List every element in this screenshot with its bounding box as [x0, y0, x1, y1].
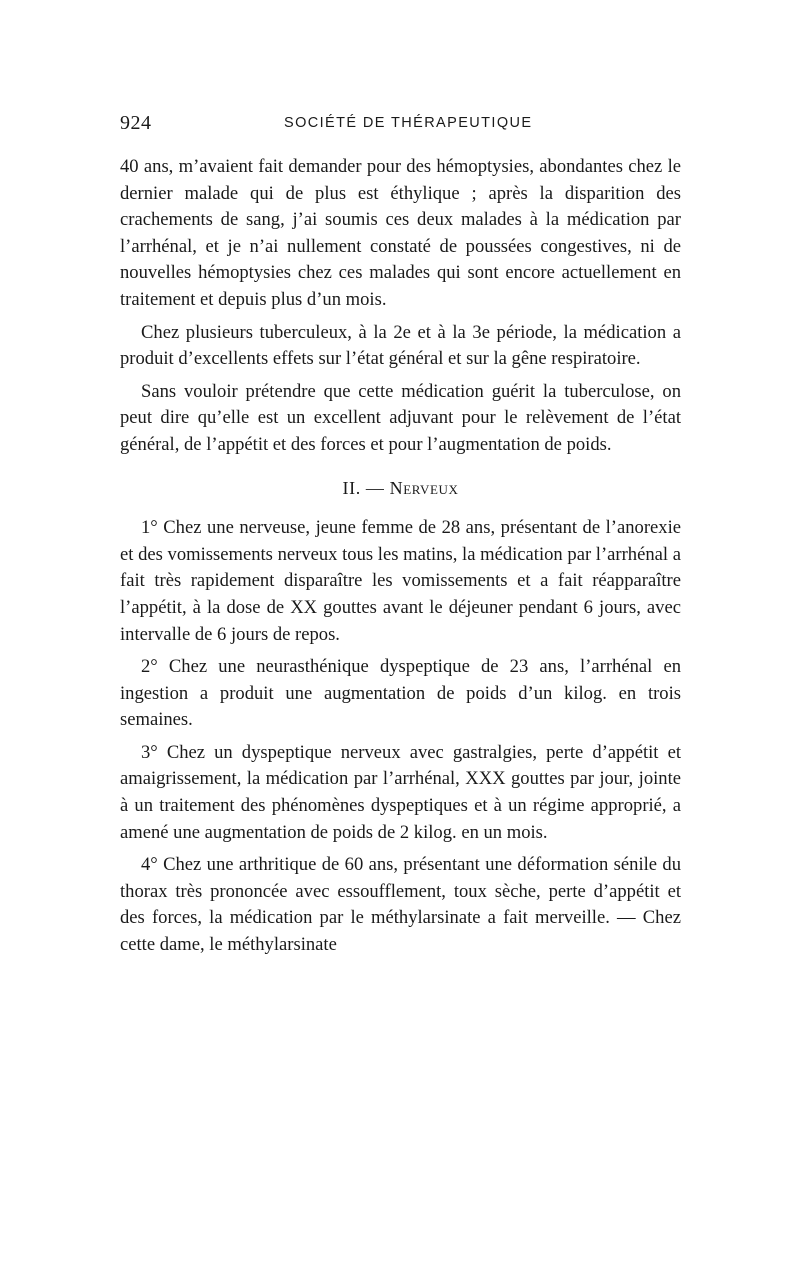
body-text	[120, 154, 681, 959]
paragraph-continued: 40 ans, m’avaient fait demander pour des hémoptysies, abondantes chez le dernier malade qui de plus est éthylique ; après la disparition des crachements de sang, j’ai soumis ces deux malades à la médication par l’arrhénal, et je n’ai nullement constaté de poussées congestives, ni de nouvelles hémoptysies chez ces malades qui sont encore actuellement en traitement et depuis plus d’un mois.	[120, 156, 681, 310]
paragraph-tuberculeux: Chez plusieurs tuberculeux, à la 2e et à la 3e période, la médication a produit d’excellents effets sur l’état général et sur la gêne respiratoire.	[120, 321, 681, 370]
section-heading	[120, 475, 681, 502]
case-paragraph-1: 1° Chez une nerveuse, jeune femme de 28 ans, présentant de l’anorexie et des vomissements nerveux tous les matins, la médication par l’arrhénal a fait très rapidement disparaître les vomissements et a fait réapparaître l’appétit, à la dose de XX gouttes avant le déjeuner pendant 6 jours, avec intervalle de 6 jours de repos.	[120, 517, 681, 645]
running-head	[120, 112, 681, 142]
running-title: SOCIÉTÉ DE THÉRAPEUTIQUE	[284, 115, 533, 131]
book-page	[120, 112, 681, 965]
case-paragraph-2: 2° Chez une neurasthénique dyspeptique de 23 ans, l’arrhénal en ingestion a produit une augmentation de poids d’un kilog. en trois semaines.	[120, 656, 681, 731]
section-number: II. —	[342, 477, 385, 498]
case-paragraph-3: 3° Chez un dyspeptique nerveux avec gastralgies, perte d’appétit et amaigrissement, la médication par l’arrhénal, XXX gouttes par jour, jointe à un traitement des phénomènes dyspeptiques et à un régime approprié, a amené une augmentation de poids de 2 kilog. en un mois.	[120, 741, 681, 843]
page-number: 924	[120, 112, 152, 134]
paragraph-conclusion: Sans vouloir prétendre que cette médication guérit la tuberculose, on peut dire qu’elle est un excellent adjuvant pour le relèvement de l’état général, de l’appétit et des forces et pour l’augmentation de poids.	[120, 380, 681, 455]
section-title: Nerveux	[389, 477, 459, 498]
case-paragraph-4: 4° Chez une arthritique de 60 ans, présentant une déformation sénile du thorax très prononcée avec essoufflement, toux sèche, perte d’appétit et des forces, la médication par le méthylarsinate a fait merveille. — Chez cette dame, le méthylarsinate	[120, 854, 681, 956]
